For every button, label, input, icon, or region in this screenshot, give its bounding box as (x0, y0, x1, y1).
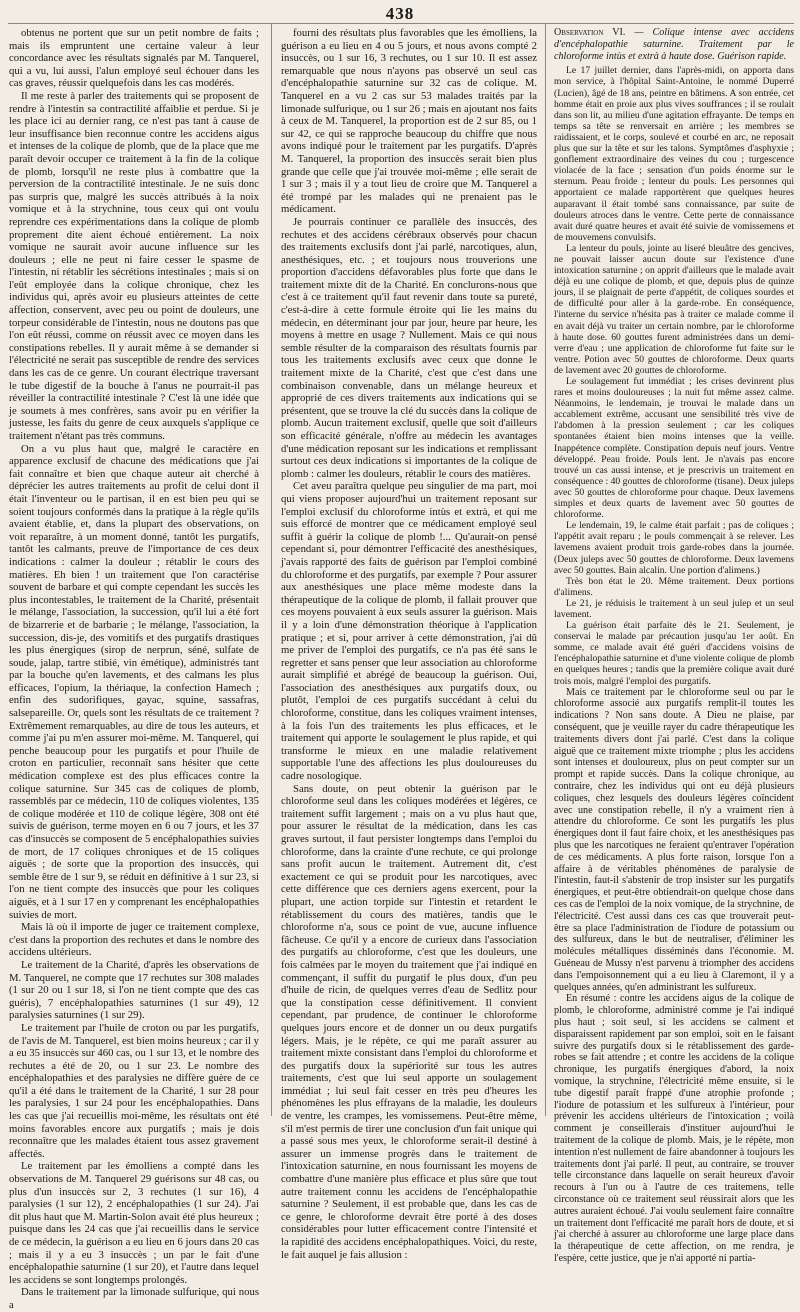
paragraph: Il me reste à parler des traitements qui se proposent de rendre à l'intestin sa contractilité affaiblie et perdue. Si je les place ici au dernier rang, ce n'est pas tant à cause de leur insuffisance bien reconnue contre les accidens aigus et intenses de la colique de plomb, que de la place que me paraît devoir occuper ce traitement à la fin de la colique de plomb, lorsqu'il ne reste plus à combattre que la perversion de la contractilité intestinale. Je ne suis donc pas surpris que, malgré les succès attribués à la noix vomique et à la strychnine, tous ceux qui ont voulu reprendre ces expérimentations dans la colique de plomb proprement dite aient échoué entièrement. La noix vomique ne saurait avoir aucune influence sur les douleurs ; elle ne peut ni faire cesser le spasme de l'intestin, ni rétablir les sécrétions intestinales ; mais si on l'eût employée dans la colique chronique, chez les individus qui, après avoir eu plusieurs atteintes de cette affection, conservent, avec peu ou point de douleurs, une torpeur considérable de l'intestin, nous ne doutons pas que l'on eût réussi, comme on réussit avec ce moyen dans les constipations rebelles. Il y aurait même à se demander si l'électricité ne serait pas susceptible de rendre des services dans les cas de ce genre. Un courant électrique traversant le tube digestif de la bouche à l'anus ne pourrait-il pas réveiller la contractilité intestinale ? C'est là une idée que je soumets à mes confrères, sans avoir pu en vérifier la justesse, les faits du genre de ceux auxquels s'applique ce traitement n'étant pas très communs. (9, 89, 259, 442)
paragraph: Mais ce traitement par le chloroforme seul ou par le chloroforme associé aux purgatifs remplit-il toutes les indications ? Non sans doute. A Dieu ne plaise, par conséquent, que je veuille rayer du cadre thérapeutique les traitements divers dont j'ai parlé. C'est dans la colique aiguë que ce traitement mixte triomphe ; plus les accidens sont intenses et douloureux, plus on peut compter sur un prompt et rapide succès. Dans la colique chronique, au contraire, chez les individus qui ont eu déjà plusieurs coliques, chez lesquels des douleurs légères coïncident avec une constipation rebelle, il n'y a vraiment rien à attendre du chloroforme. Ce sont les purgatifs les plus énergiques dont il faut faire choix, et les anesthésiques pas plus que les narcotiques ne feraient qu'entraver l'opération de ces médicaments. A plus forte raison, lorsque l'on a affaire à de véritables phénomènes de paralysie de l'intestin, faut-il s'abstenir de trop insister sur les purgatifs énergiques, et peut-être obtiendrait-on quelque chose dans ces cas de l'emploi de la noix vomique, de la strychnine, de l'électricité. C'est aussi dans ces cas que trouverait peut-être sa place l'administration de l'iodure de potassium ou des sulfureux, dans le but de neutraliser, d'éliminer les molécules métalliques disséminés dans l'économie. M. Guéneau de Mussy n'est parvenu à triompher des accidens dans l'empoisonnement qui a eu lieu à Claremont, il y a quelques années, qu'en administrant les sulfureux. (554, 686, 794, 993)
paragraph: Le traitement de la Charité, d'après les observations de M. Tanquerel, ne compte que 17 rechutes sur 308 malades (1 sur 20 ou 1 sur 18, si l'on ne tient compte que des cas guéris), 7 encéphalopathies saturnines (1 sur 49), 12 paralysies saturnines (1 sur 29). (9, 958, 259, 1022)
column-right (554, 27, 794, 1264)
paragraph: Le soulagement fut immédiat ; les crises devinrent plus rares et moins douloureuses ; la nuit fut même assez calme. Néanmoins, le lendemain, je trouvai le malade dans un accablement extrême, accusant une sensibilité très vive de l'abdomen à la pression seulement ; car les coliques spontanées étaient bien moins intenses que la veille. Inappétence complète. Constipation depuis neuf jours. Ventre développé. Peau froide. Pouls lent. Je n'avais pas encore trouvé un cas aussi intense, et je prescrivis un traitement en conséquence : 40 gouttes de chloroforme (tisane). Deux juleps avec 50 gouttes de chloroforme pour chaque. Deux lavemens simples et deux quarts de lavement avec 50 gouttes de chloroforme. (554, 376, 794, 521)
observation-heading (554, 27, 794, 62)
paragraph: Dans le traitement par la limonade sulfurique, qui nous a (9, 1286, 259, 1311)
observation-label: Observation VI. (554, 27, 626, 38)
paragraph: Sans doute, on peut obtenir la guérison par le chloroforme seul dans les coliques modérées et légères, ce traitement suffit largement ; mais on a vu plus haut que, pour assurer le résultat de la médication, dans les cas graves surtout, il faut persister longtemps dans l'emploi du chloroforme, dans la crainte d'une rechute, ce qui prolonge sans profit aucun le traitement. Autrement dit, c'est exactement ce qui se produit pour les narcotiques, avec cette différence que ces derniers agens exercent, pour la plupart, une action torpide sur l'intestin et retardent le rétablissement du cours des matières, tandis que le chloroforme n'a, sous ce point de vue, aucune influence fâcheuse. Ce qu'il y a encore de curieux dans l'association des purgatifs au chloroforme, c'est que les douleurs, une fois calmées par le moyen du traitement que j'ai indiqué en commençant, il suffit du purgatif le plus doux, d'un peu d'huile de ricin, de quelques verres d'eau de Sedlitz pour que la constipation cesse définitivement. Il convient cependant, par prudence, de continuer le chloroforme quelques jours encore et de donner un ou deux purgatifs légers. Mais, je le répète, ce qui me paraît assurer au traitement mixte consistant dans l'emploi du chloroforme et des purgatifs doux la supériorité sur tous les autres traitements, c'est que lui seul apporte un soulagement immédiat ; lui seul fait cesser en très peu d'heures les phénomènes les plus effrayans de la maladie, les douleurs de ventre, les crampes, les vomissemens. Peut-être même, s'il m'est permis de tirer une conclusion d'un fait unique qui a passé sous mes yeux, le chloroforme serait-il destiné à assurer un immense progrès dans le traitement de l'intoxication saturnine, en nous fournissant les moyens de combattre d'une manière plus efficace et plus sûre que tout autre traitement connu les accidens de l'encéphalopathie saturnine ? Seulement, il est probable que, dans les cas de ce genre, le chloroforme devrait être porté à des doses considérables pour lutter efficacement contre l'intensité et la rapidité des accidens encéphalopathiques. Voici, du reste, le fait auquel je fais allusion : (281, 782, 537, 1261)
header-rule (8, 23, 794, 24)
paragraph: Très bon état le 20. Même traitement. Deux portions d'alimens. (554, 575, 794, 598)
paragraph: Le 17 juillet dernier, dans l'après-midi, on apporta dans mon service, à l'hôpital Saint-Antoine, le nommé Duperré (Lucien), âgé de 18 ans, peintre en bâtimens. A son entrée, cet homme était en proie aux plus vives souffrances ; il se roulait dans son lit, au milieu d'une agitation effrayante. De temps en temps sa tête se renversait en arrière ; les membres se raidissaient, et le corps, soulevé et courbé en arc, ne reposait plus que sur la tête et sur les talons. Symptômes d'asphyxie ; gonflement extraordinaire des veines du cou ; turgescence violacée de la face ; sensation d'un poids énorme sur le sternum. Peau froide ; lenteur du pouls. Les personnes qui apportaient ce malade rapportèrent que quelques heures auparavant il était tombé sans connaissance, par suite de douleurs atroces dans le ventre. Cette perte de connaissance avait duré quatre heures et avait été suivie de vomissemens et de mouvemens convulsifs. (554, 65, 794, 243)
paragraph: Le 21, je réduisis le traitement à un seul julep et un seul lavement. (554, 597, 794, 620)
paragraph: Le lendemain, 19, le calme était parfait ; pas de coliques ; l'appétit avait reparu ; le pouls commençait à se relever. Les lavemens avaient produit trois garde-robes dans la journée. (Deux juleps avec 50 gouttes de chloroforme. Deux lavemens avec 50 gouttes. Bain alcalin. Une portion d'alimens.) (554, 520, 794, 576)
paragraph: fourni des résultats plus favorables que les émolliens, la guérison a eu lieu en 4 ou 5 jours, et nous avons compté 2 insuccès, ou 1 sur 16, 3 rechutes, ou 1 sur 10. Il est assez remarquable que nous n'ayons pas observé un seul cas d'encéphalopathie saturnine sur 32 cas de colique. M. Tanquerel en a vu 2 cas sur 53 malades traités par la limonade sulfurique, ou 1 sur 26 ; mais en ajoutant nos faits à ceux de M. Tanquerel, la proportion est de 2 sur 85, ou 1 sur 42, ce qui se rapproche beaucoup du chiffre que nous avons indiqué pour le traitement par les purgatifs. D'après M. Tanquerel, la proportion des insuccès serait bien plus grande que celle que j'ai trouvée moi-même ; elle serait de 1 sur 3 ; mais il y a tout lieu de croire que M. Tanquerel a été trompé par les malades qui ne prenaient pas le médicament. (281, 27, 537, 216)
paragraph: On a vu plus haut que, malgré le caractère en apparence exclusif de chacune des médications que j'ai fait connaître et bien que chaque auteur ait cherché à déprécier les autres traitements au profit de celui dont il était l'inventeur ou le partisan, il en est bien peu qui se soient toujours conformés dans la pratique à la règle qu'ils avaient établie, et, dans la plupart des observations, on voit reparaître, à un moment donné, tantôt les purgatifs, tantôt les calmants, preuve de l'importance de ces deux indications : calmer la douleur ; rétablir le cours des matières. Eh bien ! un traitement que l'on caractérise souvent de barbare et qui compte cependant les succès les plus incontestables, le traitement de la Charité, présentait le mélange, l'association, la succession, qu'il lui a été fort de bizarrerie et de barbarie ; le mélange, l'association, la succession, dis-je, des vomitifs et des purgatifs drastiques les plus énergiques (sirop de nerprun, séné, sulfate de soude, jalap, tartre stibié, vin émétique), administrés tant par la bouche qu'en lavements, et des calmans les plus efficaces, l'opium, la thériaque, la confection Hamech ; enfin des sudorifiques, gayac, squine, sassafras, salsepareille. Or, quels sont les résultats de ce traitement ? Extrêmement remarquables, au dire de tous les auteurs, et comme j'ai pu m'en assurer moi-même. M. Tanquerel, qui penche beaucoup pour les purgatifs et pour l'huile de croton en particulier, reconnaît sans hésiter que cette médication complexe est des plus efficaces contre la colique saturnine. Sur 345 cas de coliques de plomb, rassemblés par ce médecin, 110 de coliques violentes, 135 de colique modérée et 110 de colique légère, 308 ont été suivis de guérison, terme moyen en 6 ou 7 jours, et les 37 cas d'insuccès se composent de 5 encéphalopathies suivies de mort, de 17 coliques chroniques et de 15 coliques aiguës ; de sorte que la proportion des insuccès, qui semble être de 1 sur 9, se réduit en définitive à 1 sur 23, si l'on ne tient compte des insuccès que pour les coliques aiguës, et à 1 sur 17 en y comprenant les encéphalopathies suivies de mort. (9, 442, 259, 921)
column-left (9, 27, 259, 1311)
observation-title: — Colique intense avec accidens d'encéphalopathie saturnine. Traitement par le chloroforme intùs et extrà à haute dose. Guérison rapide. (554, 27, 794, 62)
paragraph: Le traitement par l'huile de croton ou par les purgatifs, de l'avis de M. Tanquerel, est bien moins heureux ; car il y a eu 35 insuccès sur 460 cas, ou 1 sur 13, et le nombre des rechutes a été de 20, ou 1 sur 23. Le nombre des encéphalopathies et des paralysies ne diffère guère de ce qu'il a été dans le traitement de la Charité, 1 sur 28 pour les paralysies, 1 sur 24 pour les encéphalopathies. Dans les cas que j'ai recueillis moi-même, les résultats ont été moins favorables encore aux purgatifs ; mais je dois reconnaître que les malades étaient tous assez gravement affectés. (9, 1021, 259, 1160)
paragraph: Je pourrais continuer ce parallèle des insuccès, des rechutes et des accidens cérébraux observés pour chacun des traitements exclusifs dont j'ai parlé, narcotiques, alun, anesthésiques, etc. ; et toujours nous trouverions une proportion d'accidens défavorables plus forte que dans le traitement mixte dit de la Charité. En conclurons-nous que c'est à ce traitement qu'il faut revenir dans toute sa pureté, c'est-à-dire à cette formule étroite qui lie les mains du médecin, en déterminant jour par jour, heure par heure, les moyens à mettre en usage ? Nullement. Mais ce qui nous semble résulter de la comparaison des résultats fournis par tous les traitements exclusifs avec ceux que donne le traitement mixte de la Charité, c'est que c'est dans une combinaison convenable, dans un mélange heureux et approprié de ces divers traitements aux indications qui se présentent, que se trouve la clé du succès dans la colique de plomb. Aucun traitement exclusif, quelle que soit d'ailleurs son efficacité générale, n'offre au médecin les avantages d'une médication reposant sur les indications et remplissant surtout ces deux indications si importantes de la colique de plomb : calmer les douleurs, rétablir le cours des matières. (281, 215, 537, 480)
column-rule (271, 24, 272, 1116)
observation-body (554, 65, 794, 686)
paragraph: Le traitement par les émolliens a compté dans les observations de M. Tanquerel 29 guérisons sur 48 cas, ou plus d'un insuccès sur 2, 3 rechutes (1 sur 16), 4 paralysies (1 sur 12), 2 encéphalopathies (1 sur 24). J'ai dit plus haut que M. Martin-Solon avait été plus heureux ; puisque dans les 24 cas que j'ai recueillis dans le service de ce médecin, la guérison a eu lieu en 6 jours dans 20 cas ; mais il y a eu 3 insuccès ; un par le fait d'une encéphalopathie saturnine (1 sur 20), et l'autre dans lequel les accidens se sont longtemps prolongés. (9, 1160, 259, 1286)
paragraph: Cet aveu paraîtra quelque peu singulier de ma part, moi qui viens proposer aujourd'hui un traitement reposant sur l'emploi exclusif du chloroforme intùs et extrà, et qui me suis efforcé de montrer que ce médicament employé seul suffit à guérir la colique de plomb !... Qu'aurait-on pensé cependant si, pour démontrer l'efficacité des anesthésiques, j'avais rapporté des faits de guérison par l'emploi combiné du chloroforme et des purgatifs, par exemple ? Pour assurer aux anesthésiques une place même modeste dans la thérapeutique de la colique de plomb, il fallait prouver que ces moyens pouvaient à eux seuls assurer la guérison. Mais il y a loin d'une démonstration théorique à l'application pratique ; et si, pour arriver à cette démonstration, j'ai dû me priver de l'emploi des purgatifs, ce n'a pas été sans le regretter et sans penser que leur association au chloroforme aurait simplifié et abrégé de beaucoup la guérison. Oui, l'association des anesthésiques aux purgatifs doux, ou plutôt, l'emploi de ces purgatifs succédant à celui du chloroforme, constitue, dans les coliques vraiment intenses, à la fois l'un des traitements les plus efficaces, et le traitement qui apporte le soulagement le plus rapide, et qui transforme le mieux en une maladie relativement supportable l'une des affections les plus douloureuses du cadre nosologique. (281, 480, 537, 783)
column-middle (281, 27, 537, 1261)
paragraph: La guérison était parfaite dès le 21. Seulement, je conservai le malade par précaution jusqu'au 1er août. En somme, ce malade avait été guéri d'accidens voisins de l'encéphalopathie saturnine et d'une violente colique de plomb en quelques heures ; tandis que la première colique avait duré trois mois, malgré l'emploi des purgatifs. (554, 620, 794, 687)
page-number: 438 (385, 4, 415, 23)
paragraph: La lenteur du pouls, jointe au liseré bleuâtre des gencives, ne pouvait laisser aucun doute sur l'existence d'une intoxication saturnine ; on apprit d'ailleurs que le malade avait déjà eu une colique de plomb, et que, depuis plus de quinze jours, il se plaignait de perte d'appétit, de coliques sourdes et de difficulté pour aller à la garde-robe. En conséquence, l'interne du service n'hésita pas à traiter ce malade comme il en avait déjà vu traiter un certain nombre, par le chloroforme à haute dose. 60 gouttes furent administrées dans un demi-verre d'eau ; une application de chloroforme fut faite sur le ventre. Potion avec 50 gouttes de chloroforme. Deux quarts de lavement avec 20 gouttes de chloroforme. (554, 242, 794, 376)
paragraph: En résumé : contre les accidens aigus de la colique de plomb, le chloroforme, administré comme je l'ai indiqué plus haut ; soit seul, si les accidens se calment et disparaissent rapidement par son emploi, soit en le faisant suivre des purgatifs doux si le rétablissement des garde-robes se fait attendre ; et contre les accidens de la colique chronique, les purgatifs énergiques d'abord, la noix vomique, la strychnine, l'électricité même ensuite, si le tube digestif paraît frappé d'une atrophie profonde ; l'iodure de potassium et les sulfureux à l'intérieur, pour prévenir les accidens ultérieurs de l'intoxication ; voilà comment je conseillerais d'instituer aujourd'hui le traitement de la colique de plomb. Mais, je le répète, mon intention n'est nullement de faire abandonner à toujours les traitements dont j'ai parlé. Il peut, au contraire, se trouver telle circonstance dans laquelle on serait heureux d'avoir recours à l'un ou à l'autre de ces traitemens, telle circonstance où ce traitement seul réussirait alors que les autres auraient échoué. J'ai voulu seulement faire connaître un traitement dont l'efficacité me paraît hors de doute, et si j'ai cherché à assurer au chloroforme une large place dans la thérapeutique de cette affection, on me rendra, je l'espère, cette justice, que je n'ai apporté ni partia- (554, 993, 794, 1264)
paragraph: Mais là où il importe de juger ce traitement complexe, c'est dans la proportion des rechutes et dans le nombre des accidens ultérieurs. (9, 921, 259, 959)
paragraph: obtenus ne portent que sur un petit nombre de faits ; mais ils empruntent une certaine valeur à leur concordance avec les résultats signalés par M. Tanquerel, qui a vu, lui aussi, l'alun employé seul échouer dans les cas graves, réussir quelquefois dans les cas modérés. (9, 27, 259, 90)
column-rule (545, 24, 546, 1116)
